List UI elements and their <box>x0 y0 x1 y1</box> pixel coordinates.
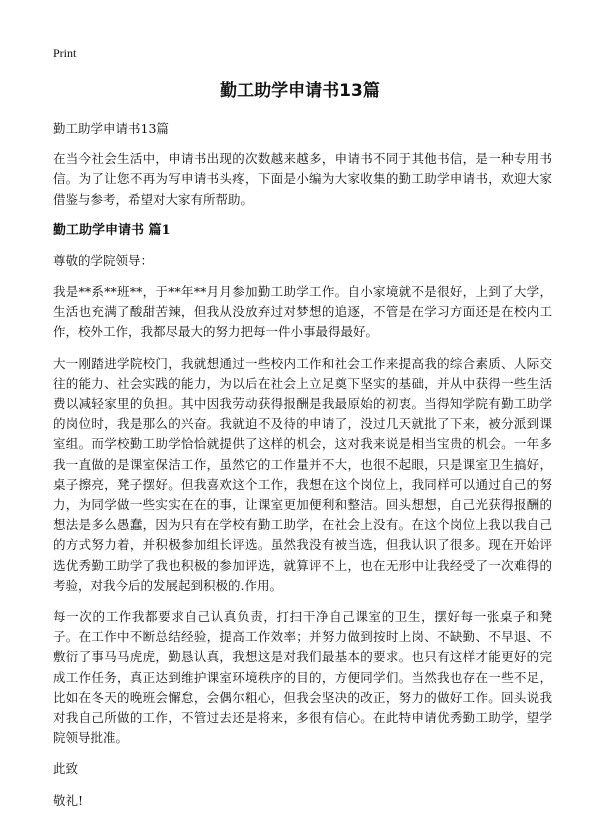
document-body <box>53 119 552 822</box>
print-link[interactable]: Print <box>53 46 77 60</box>
intro-paragraph: 在当今社会生活中，申请书出现的次数越来越多，申请书不同于其他书信，是一种专用书信。为了让您不再为写申请书头疼，下面是小编为大家收集的勤工助学申请书，欢迎大家借鉴与参考，希望对大家有所帮助。 <box>53 151 552 207</box>
page-title: 勤工助学申请书13篇 <box>220 81 380 101</box>
closing-salute: 敬礼! <box>53 792 84 808</box>
closing-line: 此致 <box>53 761 79 777</box>
document-subtitle: 勤工助学申请书13篇 <box>53 121 169 136</box>
body-paragraph: 我是**系**班**，于**年**月月参加勤工助学工作。自小家境就不是很好，上到了大学，生活也充满了酸甜苦辣，但我从没放弃过对梦想的追逐，不管是在学习方面还是在校内工作，校外工作，我都尽最大的努力把每一件小事最得最好。 <box>53 284 552 340</box>
body-paragraph: 每一次的工作我都要求自己认真负责，打扫干净自己课室的卫生，摆好每一张桌子和凳子。在工作中不断总结经验，提高工作效率；并努力做到按时上岗、不缺勤、不早退、不敷衍了事马马虎虎，勤恳认真，我想这是对我们最基本的要求。也只有这样才能更好的完成工作任务，真正达到维护课室环境秩序的目的，方便同学们。当然我也存在一些不足，比如在冬天的晚班会懈怠，会偶尔粗心，但我会坚决的改正，努力的做好工作。回头说我对我自己所做的工作，不管过去还是将来，多很有信心。在此特申请优秀勤工助学，望学院领导批准。 <box>53 609 552 746</box>
salutation: 尊敬的学院领导： <box>53 252 154 268</box>
body-paragraph: 大一刚踏进学院校门，我就想通过一些校内工作和社会工作来提高我的综合素质、人际交往的能力、社会实践的能力，为以后在社会上立足奠下坚实的基础，并从中获得一些生活费以减轻家里的负担。其中因我劳动获得报酬是我最原始的初衷。当得知学院有勤工助学的岗位时，我是那么的兴奋。我就迫不及待的申请了，没过几天就批了下来，被分派到课室组。而学校勤工助学恰恰就提供了这样的机会，这对我来说是相当宝贵的机会。一年多我一直做的是课室保洁工作，虽然它的工作量并不大，也很不起眼，只是课室卫生搞好，桌子擦亮，凳子摆好。但我喜欢这个工作，我想在这个岗位上，我同样可以通过自己的努力，为同学做一些实实在在的事，让课室更加便利和整洁。回头想想，自己光获得报酬的想法是多么愚蠢，因为只有在学校有勤工助学，在社会上没有。在这个岗位上我以我自己的方式努力着，并积极参加组长评选。虽然我没有被当选，但我认识了很多。现在开始评选优秀勤工助学了我也积极的参加评选，就算评不上，也在无形中让我经受了一次难得的考验，对我今后的发展起到积极的.作用。 <box>53 355 552 593</box>
section-heading: 勤工助学申请书 篇1 <box>53 222 171 238</box>
